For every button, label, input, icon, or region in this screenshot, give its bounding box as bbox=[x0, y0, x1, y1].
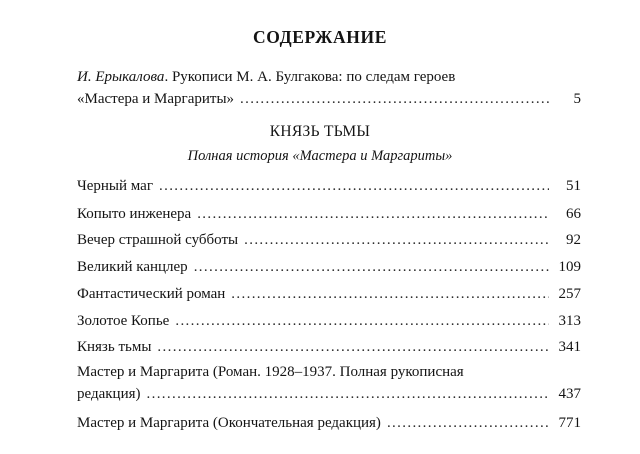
toc-entry[interactable] bbox=[77, 175, 581, 197]
entry-title-part: «Мастера и Маргариты» bbox=[77, 91, 235, 107]
entry-title: Копыто инженера bbox=[77, 206, 192, 222]
dot-leader bbox=[231, 283, 549, 305]
toc-entry[interactable] bbox=[77, 310, 581, 332]
entry-title: Великий канцлер bbox=[77, 259, 188, 275]
section-subtitle: Полная история «Мастера и Маргариты» bbox=[187, 148, 453, 164]
dot-leader bbox=[244, 229, 549, 251]
dot-leader bbox=[157, 336, 549, 358]
toc-entry[interactable] bbox=[77, 336, 581, 358]
author-name: И. Ерыкалова bbox=[77, 69, 165, 85]
toc-entry-line bbox=[77, 88, 581, 110]
entry-title: Фантастический роман bbox=[77, 286, 226, 302]
entry-title: Черный маг bbox=[77, 178, 153, 194]
entry-title-part: . Рукописи М. А. Булгакова: по следам героев bbox=[164, 69, 456, 85]
toc-entry-line bbox=[77, 66, 581, 88]
toc-entry[interactable] bbox=[77, 361, 581, 405]
page-number: 66 bbox=[566, 206, 581, 222]
toc-entry[interactable] bbox=[77, 203, 581, 225]
entry-title: Золотое Копье bbox=[77, 313, 170, 329]
dot-leader bbox=[175, 310, 549, 332]
toc-entry[interactable] bbox=[77, 283, 581, 305]
page-number: 51 bbox=[566, 178, 581, 194]
dot-leader bbox=[147, 383, 550, 405]
dot-leader bbox=[159, 175, 549, 197]
entry-title-part: редакция) bbox=[77, 386, 141, 402]
entry-title: Мастер и Маргарита (Окончательная редакция) bbox=[77, 415, 381, 431]
dot-leader bbox=[240, 88, 549, 110]
section-title: КНЯЗЬ ТЬМЫ bbox=[269, 123, 371, 140]
page-number: 437 bbox=[558, 386, 581, 402]
page-number: 109 bbox=[558, 259, 581, 275]
toc-entry[interactable] bbox=[77, 256, 581, 278]
page-number: 771 bbox=[558, 415, 581, 431]
page-number: 313 bbox=[558, 313, 581, 329]
page-number: 257 bbox=[558, 286, 581, 302]
dot-leader bbox=[194, 256, 549, 278]
toc-heading: СОДЕРЖАНИЕ bbox=[252, 27, 387, 47]
toc-entry[interactable] bbox=[77, 412, 581, 434]
toc-entry[interactable] bbox=[77, 229, 581, 251]
page-number: 341 bbox=[558, 339, 581, 355]
toc-entry-intro[interactable] bbox=[77, 66, 581, 110]
entry-title: Мастер и Маргарита (Роман. 1928–1937. Полная рукописная bbox=[77, 364, 464, 380]
dot-leader bbox=[387, 412, 549, 434]
page-number: 92 bbox=[566, 232, 581, 248]
entry-title: Князь тьмы bbox=[77, 339, 152, 355]
entry-title: Вечер страшной субботы bbox=[77, 232, 239, 248]
page-number: 5 bbox=[573, 91, 581, 107]
dot-leader bbox=[197, 203, 549, 225]
